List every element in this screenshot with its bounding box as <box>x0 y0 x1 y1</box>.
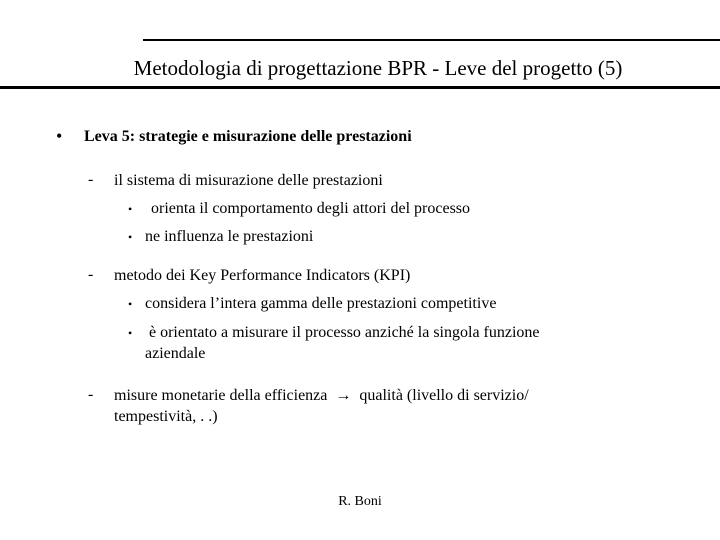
list-item-text: misure monetarie della efficienza <box>114 387 328 404</box>
dash-icon: - <box>88 266 94 283</box>
slide-title: Metodologia di progettazione BPR - Leve del progetto (5) <box>133 56 623 80</box>
list-item <box>114 387 529 405</box>
title-rule-top <box>143 39 720 41</box>
arrow-right-icon: → <box>335 387 352 404</box>
dot-icon: • <box>128 326 133 340</box>
list-item: metodo dei Key Performance Indicators (KPI) <box>114 267 411 284</box>
sub-list-item: orienta il comportamento degli attori del processo <box>151 200 471 217</box>
bullet-icon: • <box>56 126 63 146</box>
dot-icon: • <box>128 202 133 216</box>
footer-author: R. Boni <box>338 494 382 509</box>
dot-icon: • <box>128 230 133 244</box>
sub-list-item: ne influenza le prestazioni <box>145 228 314 245</box>
sub-list-item-continuation: aziendale <box>145 345 206 362</box>
list-item-text: qualità (livello di servizio/ <box>359 387 529 404</box>
dash-icon: - <box>88 171 94 188</box>
dash-icon: - <box>88 386 94 403</box>
title-rule-bottom <box>0 86 720 89</box>
section-heading: Leva 5: strategie e misurazione delle prestazioni <box>84 128 412 145</box>
sub-list-item: è orientato a misurare il processo anziché la singola funzione <box>149 324 540 341</box>
list-item-continuation: tempestività, . .) <box>114 408 218 425</box>
list-item: il sistema di misurazione delle prestazioni <box>114 172 383 189</box>
dot-icon: • <box>128 297 133 311</box>
sub-list-item: considera l’intera gamma delle prestazioni competitive <box>145 295 497 312</box>
